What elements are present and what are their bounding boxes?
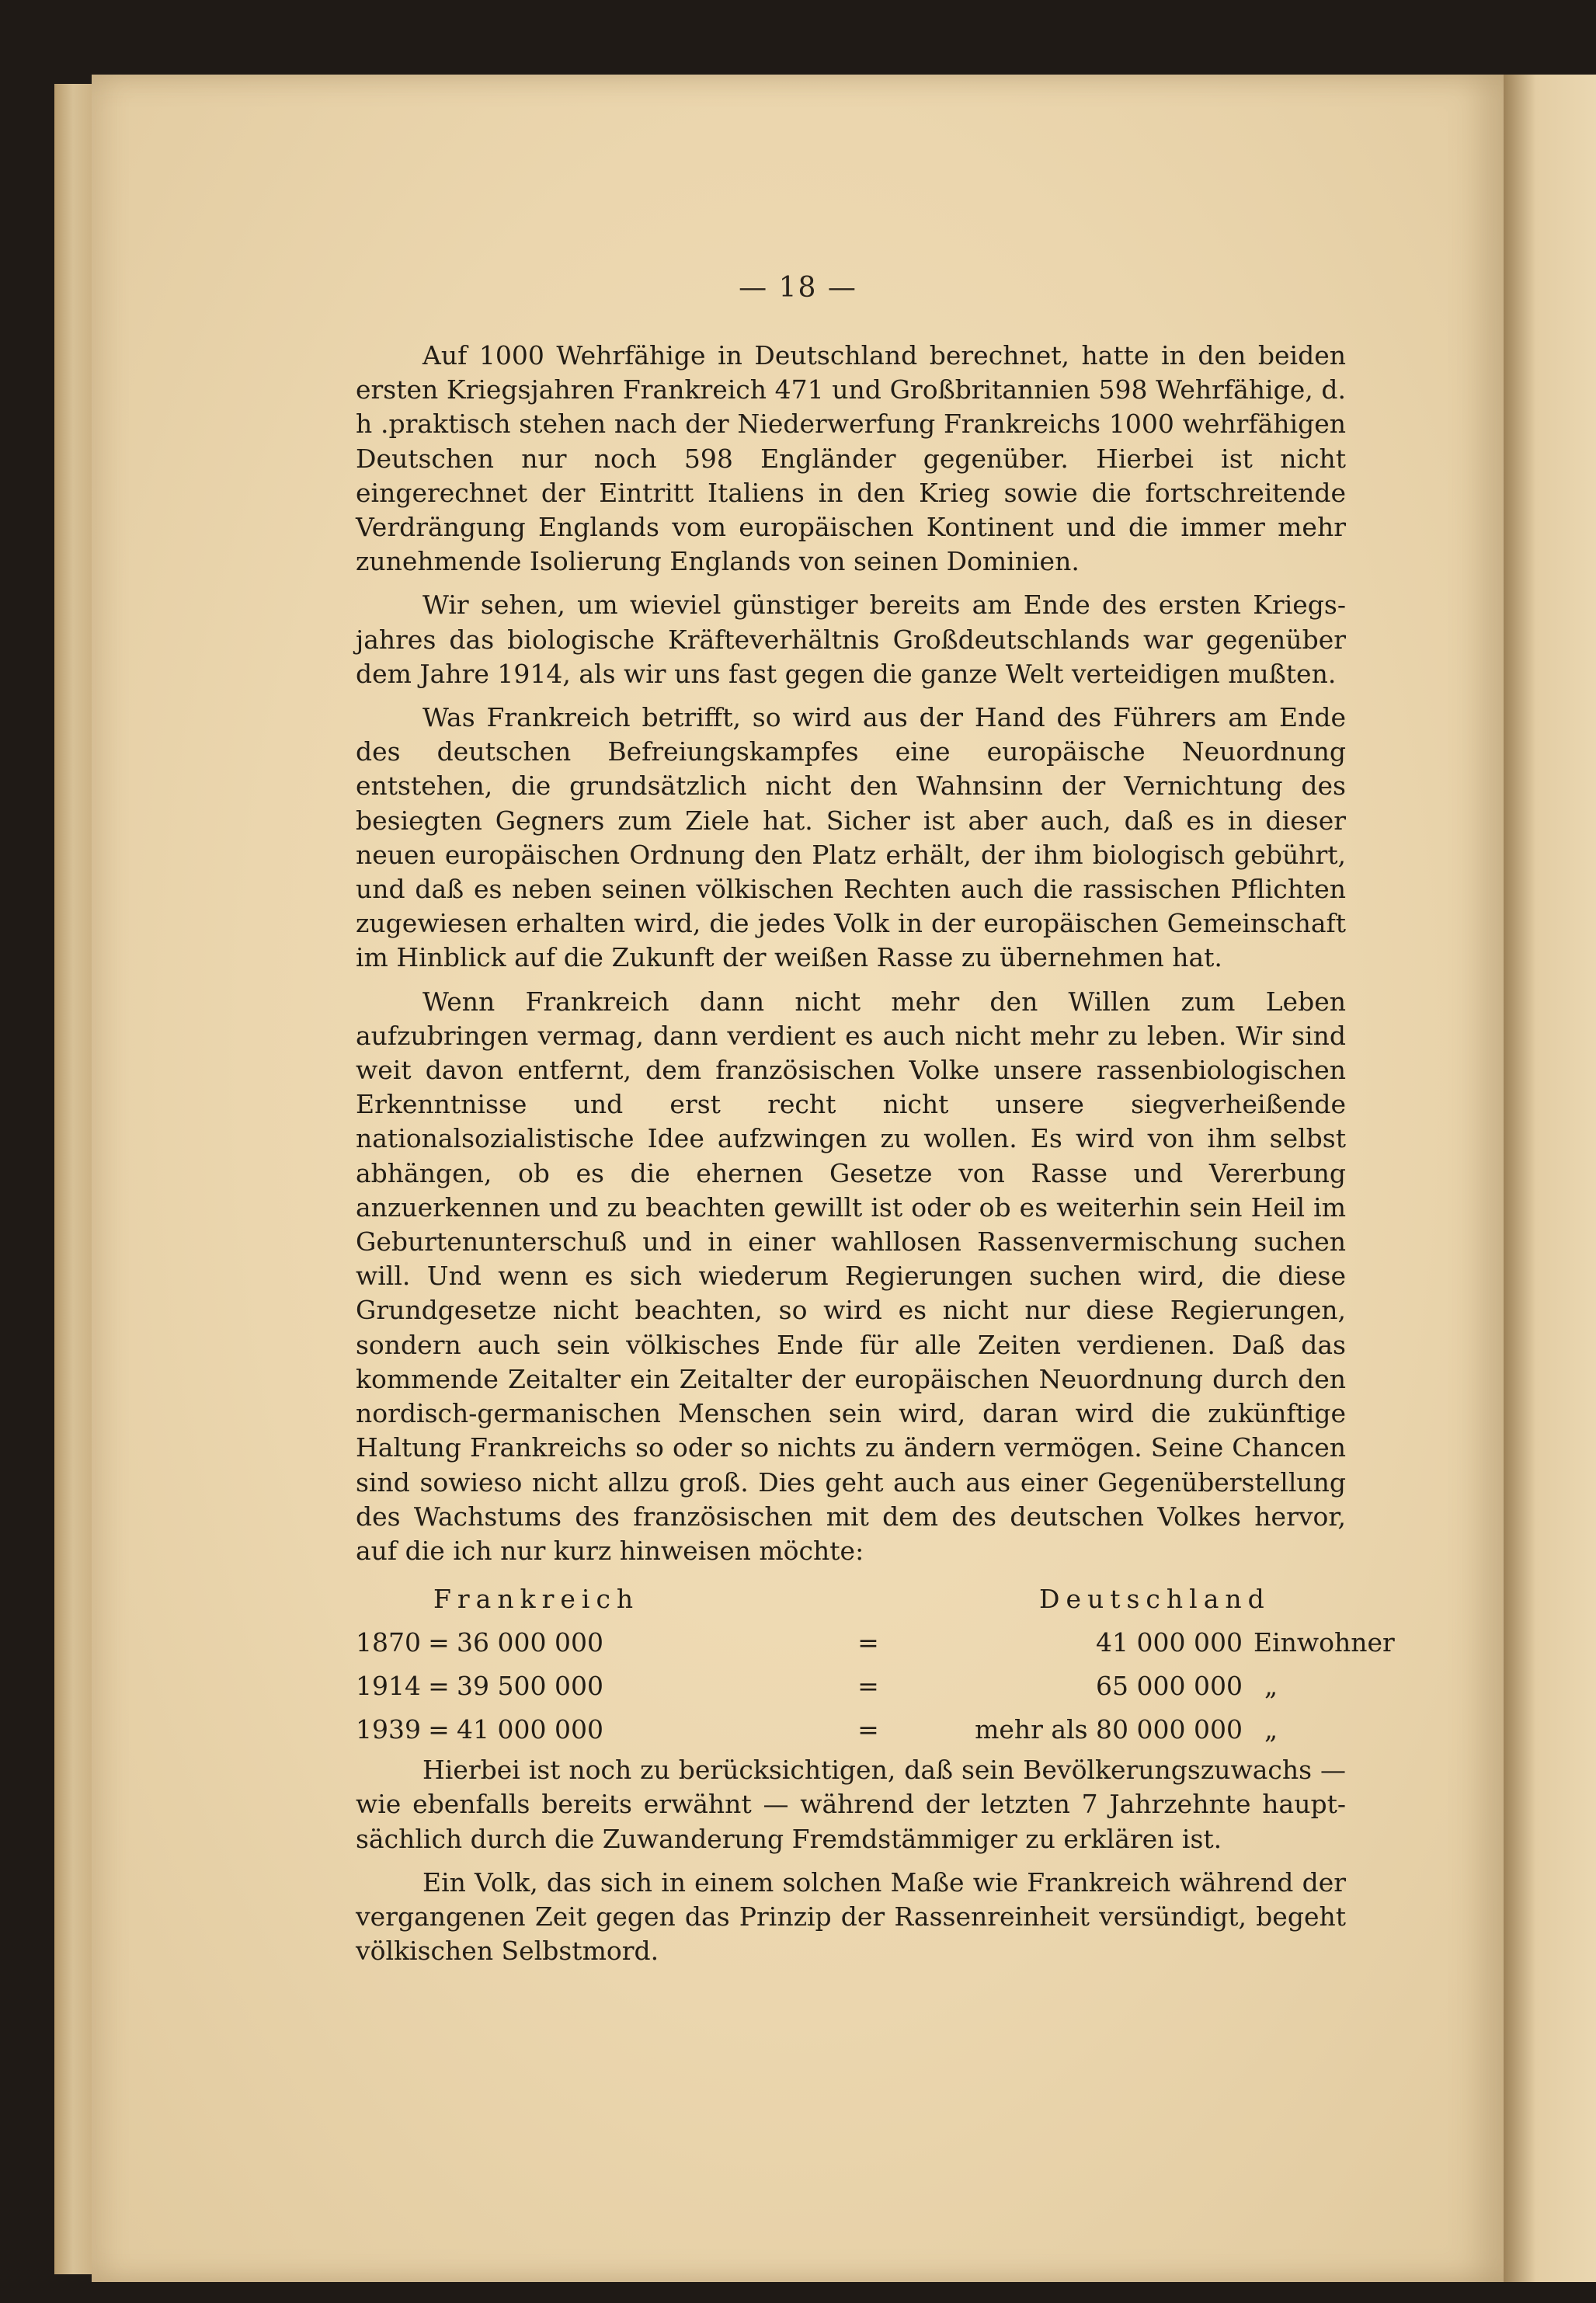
- ditto-mark: „: [1264, 1671, 1278, 1702]
- equals-sign: =: [857, 1714, 879, 1745]
- germany-population: mehr als 80 000 000: [975, 1714, 1243, 1745]
- table-header-deutschland: Deutschland: [1039, 1584, 1271, 1615]
- page-number: — 18 —: [739, 272, 857, 304]
- france-population: 39 500 000: [457, 1671, 603, 1702]
- equals-sign: =: [428, 1714, 450, 1745]
- equals-sign: =: [857, 1671, 879, 1702]
- france-population: 41 000 000: [457, 1714, 603, 1745]
- table-row: [356, 1713, 1346, 1747]
- facing-page-edge: [1504, 75, 1596, 2282]
- paragraph-4: Wenn Frankreich dann nicht mehr den Willen zum Leben aufzubringen vermag, dann verdient es auch nicht mehr zu leben. Wir sind weit davon entfernt, dem französischen Volke unsere rassenbiologischen Erkenntnisse und erst recht nicht unsere siegverheißende nationalsozialistische Idee aufzwingen zu wollen. Es wird von ihm selbst abhängen, ob es die ehernen Gesetze von Rasse und Vererbung anzuerkennen und zu beachten gewillt ist oder ob es weiterhin sein Heil im Geburtenunterschuß und in einer wahllosen Rassenvermischung suchen will. Und wenn es sich wiederum Regierungen suchen wird, die diese Grundgesetze nicht beachten, so wird es nicht nur diese Regierungen, sondern auch sein völkisches Ende für alle Zeiten verdienen. Daß das kommende Zeitalter ein Zeitalter der europäischen Neuordnung durch den nordisch-germanischen Menschen sein wird, daran wird die zukünftige Haltung Frankreichs so oder so nichts zu ändern vermögen. Seine Chancen sind sowieso nicht allzu groß. Dies geht auch aus einer Gegenüberstellung des Wachstums des französischen mit dem des deutschen Volkes hervor, auf die ich nur kurz hinweisen möchte:: [356, 986, 1346, 1566]
- closing-section: [356, 1753, 1346, 1968]
- paragraph-3: Was Frankreich betrifft, so wird aus der Hand des Führers am Ende des deutschen Befreiungskampfes eine europäische Neuordnung entstehen, die grundsätzlich nicht den Wahnsinn der Vernichtung des besiegten Gegners zum Ziele hat. Sicher ist aber auch, daß es in dieser neuen europäischen Ordnung den Platz erhält, der ihm biologisch gebührt, und daß es neben seinen völkischen Rechten auch die rassischen Pflichten zugewiesen erhalten wird, die jedes Volk in der europäischen Gemeinschaft im Hinblick auf die Zukunft der weißen Rasse zu übernehmen hat.: [356, 702, 1346, 973]
- equals-sign: =: [857, 1627, 879, 1658]
- row-year: 1939: [356, 1714, 421, 1745]
- paragraph-5: Hierbei ist noch zu berücksichtigen, daß sein Bevölkerungszuwachs — wie ebenfalls bereits erwähnt — während der letzten 7 Jahrzehnte hauptsächlich durch die Zuwanderung Fremdstämmiger zu erklären ist.: [356, 1755, 1346, 1854]
- paragraph-2: Wir sehen, um wieviel günstiger bereits am Ende des ersten Kriegsjahres das biologische Kräfteverhältnis Großdeutschlands war gegenüber dem Jahre 1914, als wir uns fast gegen die ganze Welt verteidigen mußten.: [356, 590, 1346, 689]
- body-text: [356, 339, 1395, 1978]
- table-row: [356, 1669, 1346, 1703]
- row-year: 1870: [356, 1627, 421, 1658]
- equals-sign: =: [428, 1671, 450, 1702]
- france-population: 36 000 000: [457, 1627, 603, 1658]
- germany-population: 65 000 000: [1096, 1671, 1243, 1702]
- ditto-mark: „: [1264, 1714, 1278, 1745]
- equals-sign: =: [428, 1627, 450, 1658]
- table-row: [356, 1626, 1395, 1660]
- unit-label: Einwohner: [1254, 1627, 1395, 1658]
- row-year: 1914: [356, 1671, 421, 1702]
- population-table: [356, 1582, 1395, 1745]
- germany-population: 41 000 000: [1096, 1627, 1243, 1658]
- paragraph-1: Auf 1000 Wehrfähige in Deutschland berechnet, hatte in den beiden ersten Kriegsjahren Frankreich 471 und Großbritannien 598 Wehrfähige, d. h .praktisch stehen nach der Niederwerfung Frankreichs 1000 wehrfähigen Deutschen nur noch 598 Engländer gegenüber. Hierbei ist nicht eingerechnet der Eintritt Italiens in den Krieg sowie die fortschreitende Verdrängung Englands vom europäischen Kontinent und die immer mehr zunehmende Isolierung Englands von seinen Dominien.: [356, 340, 1346, 577]
- paragraph-6: Ein Volk, das sich in einem solchen Maße wie Frankreich während der vergangenen Zeit gegen das Prinzip der Rassenreinheit versündigt, begeht völkischen Selbstmord.: [356, 1866, 1346, 1967]
- table-header-frankreich: Frankreich: [433, 1584, 640, 1615]
